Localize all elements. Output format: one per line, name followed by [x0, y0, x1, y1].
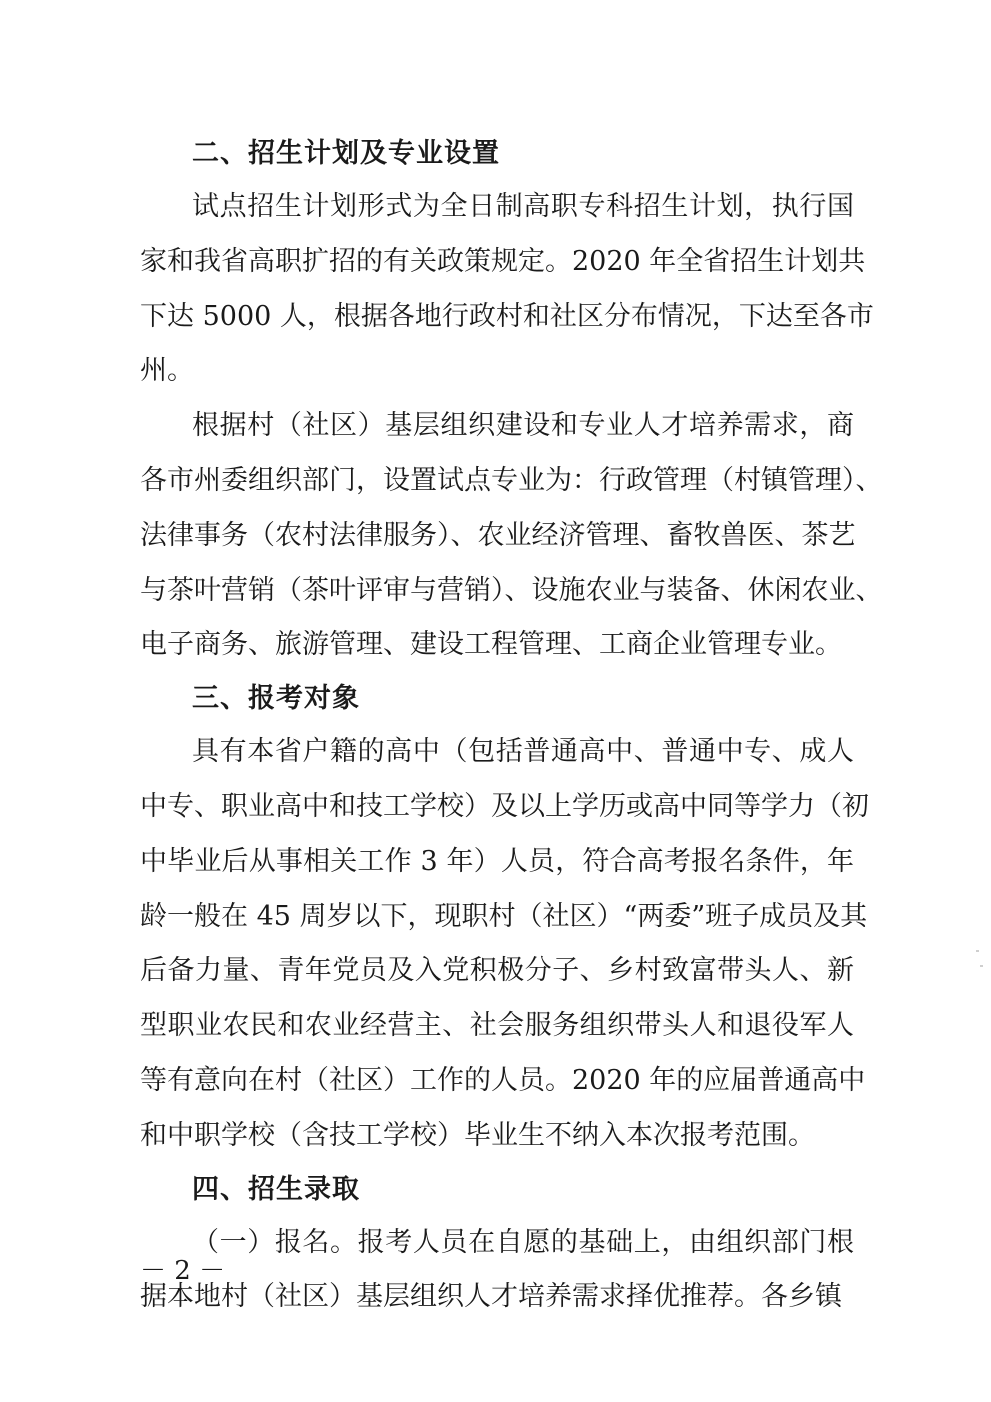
text-line: 各市州委组织部门，设置试点专业为：行政管理（村镇管理）、	[140, 464, 883, 496]
text-line: 根据村（社区）基层组织建设和专业人才培养需求，商	[192, 410, 854, 442]
text-line: 型职业农民和农业经营主、社会服务组织带头人和退役军人	[140, 1010, 854, 1042]
paragraph	[140, 725, 869, 1163]
text-line: 下达 5000 人，根据各地行政村和社区分布情况，下达至各市	[140, 300, 874, 332]
text-line: 电子商务、旅游管理、建设工程管理、工商企业管理专业。	[140, 629, 842, 661]
text-line: 后备力量、青年党员及入党积极分子、乡村致富带头人、新	[140, 955, 854, 987]
document-body	[140, 128, 883, 1325]
text-line: 据本地村（社区）基层组织人才培养需求择优推荐。各乡镇	[140, 1281, 842, 1313]
text-line: 龄一般在 45 周岁以下，现职村（社区）“两委”班子成员及其	[140, 900, 868, 932]
text-line: 法律事务（农村法律服务）、农业经济管理、畜牧兽医、茶艺	[140, 519, 856, 551]
text-line: 中毕业后从事相关工作 3 年）人员，符合高考报名条件，年	[140, 845, 854, 877]
paragraph	[140, 399, 883, 673]
text-line: 中专、职业高中和技工学校）及以上学历或高中同等学力（初	[140, 790, 869, 822]
text-line: 等有意向在村（社区）工作的人员。2020 年的应届普通高中	[140, 1064, 866, 1096]
paragraph	[140, 1216, 854, 1326]
text-line: 家和我省高职扩招的有关政策规定。2020 年全省招生计划共	[140, 245, 866, 277]
scan-artifact	[976, 950, 979, 952]
text-line: 试点招生计划形式为全日制高职专科招生计划，执行国	[192, 191, 854, 222]
text-line: 州。	[140, 355, 194, 387]
section-heading: 三、报考对象	[192, 683, 360, 715]
paragraph	[140, 180, 874, 399]
page-number: － 2 －	[140, 1256, 226, 1286]
scan-artifact	[980, 965, 983, 967]
section-heading: 二、招生计划及专业设置	[192, 138, 500, 169]
section-heading: 四、招生录取	[192, 1173, 360, 1205]
text-line: 和中职学校（含技工学校）毕业生不纳入本次报考范围。	[140, 1119, 815, 1151]
text-line: （一）报名。报考人员在自愿的基础上，由组织部门根	[192, 1226, 854, 1258]
text-line: 与茶叶营销（茶叶评审与营销）、设施农业与装备、休闲农业、	[140, 574, 883, 606]
text-line: 具有本省户籍的高中（包括普通高中、普通中专、成人	[192, 736, 854, 768]
